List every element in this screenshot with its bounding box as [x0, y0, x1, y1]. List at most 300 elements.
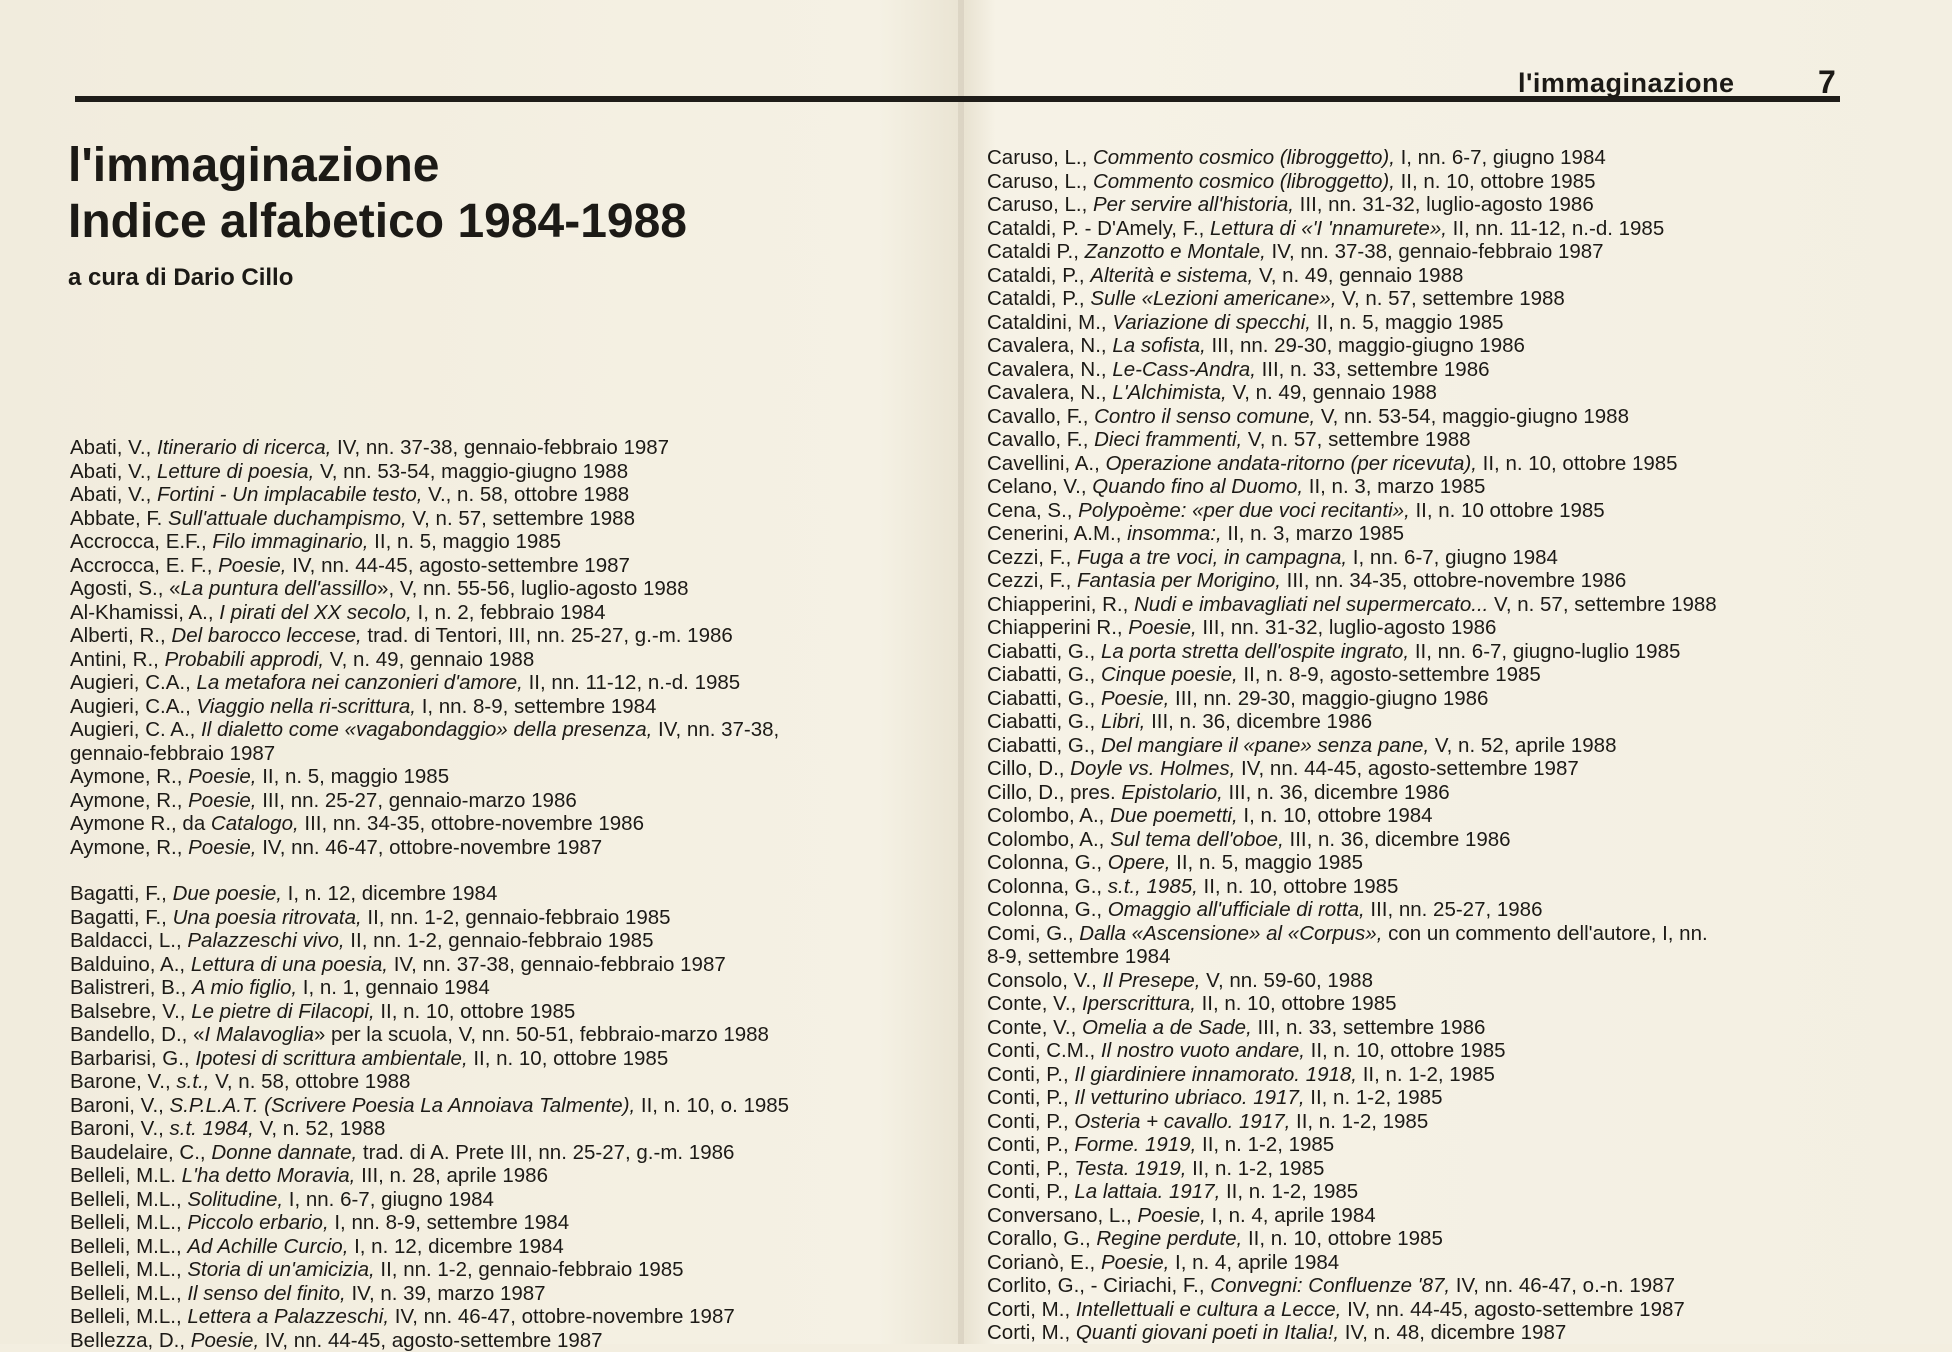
entry-title: S.P.L.A.T. (Scrivere Poesia La Annoiava Talmente),	[170, 1094, 636, 1117]
entry-title: Poesie,	[188, 765, 256, 788]
index-entry	[70, 789, 950, 813]
entry-title: Poesie,	[191, 1329, 259, 1352]
entry-reference: III, n. 28, aprile 1986	[355, 1164, 548, 1187]
index-column-left	[70, 436, 950, 1352]
entry-reference: II, n. 10, ottobre 1985	[1196, 992, 1397, 1015]
entry-author: Conti, P.,	[987, 1086, 1074, 1109]
entry-title: Lettera a Palazzeschi,	[187, 1305, 389, 1328]
entry-reference: IV, n. 39, marzo 1987	[346, 1282, 546, 1305]
entry-title: I Malavoglia	[204, 1023, 313, 1046]
index-entry	[70, 577, 950, 601]
entry-reference: V, nn. 53-54, maggio-giugno 1988	[1315, 405, 1629, 428]
index-entry	[987, 405, 1847, 429]
entry-author: Cillo, D., pres.	[987, 781, 1121, 804]
entry-reference: III, n. 36, dicembre 1986	[1145, 710, 1372, 733]
entry-title: Forme. 1919,	[1074, 1133, 1196, 1156]
entry-author: Bagatti, F.,	[70, 882, 173, 905]
index-entry	[987, 1086, 1847, 1110]
entry-reference: I, nn. 6-7, giugno 1984	[1347, 546, 1558, 569]
entry-author: Baroni, V.,	[70, 1117, 170, 1140]
entry-author: Ciabatti, G.,	[987, 663, 1101, 686]
entry-title: A mio figlio,	[192, 976, 297, 999]
entry-title: Poesie,	[1137, 1204, 1205, 1227]
entry-author: Chiapperini, R.,	[987, 593, 1134, 616]
entry-reference: V, n. 49, gennaio 1988	[324, 648, 534, 671]
index-entry	[987, 1157, 1847, 1181]
entry-reference: II, n. 5, maggio 1985	[1170, 851, 1363, 874]
entry-title: s.t. 1984,	[170, 1117, 254, 1140]
entry-author: Barbarisi, G.,	[70, 1047, 195, 1070]
index-entry	[70, 1023, 950, 1047]
index-entry	[987, 616, 1847, 640]
entry-author: Cavalera, N.,	[987, 334, 1112, 357]
entry-title: Fuga a tre voci, in campagna,	[1077, 546, 1347, 569]
entry-reference: II, nn. 1-2, gennaio-febbraio 1985	[375, 1258, 684, 1281]
index-entry	[987, 828, 1847, 852]
entry-author: Caruso, L.,	[987, 170, 1093, 193]
entry-title: Due poemetti,	[1110, 804, 1238, 827]
entry-reference: III, nn. 31-32, luglio-agosto 1986	[1294, 193, 1594, 216]
entry-reference: II, n. 10, ottobre 1985	[375, 1000, 576, 1023]
entry-author: Accrocca, E. F.,	[70, 554, 218, 577]
index-entry	[70, 1070, 950, 1094]
entry-author: Conte, V.,	[987, 992, 1082, 1015]
entry-title: Due poesie,	[173, 882, 282, 905]
index-entry	[987, 358, 1847, 382]
entry-author: Cavallo, F.,	[987, 428, 1094, 451]
entry-title: Una poesia ritrovata,	[173, 906, 362, 929]
index-entry	[987, 898, 1847, 922]
entry-title: Fantasia per Morigino,	[1077, 569, 1281, 592]
index-entry	[987, 757, 1847, 781]
entry-author: Colonna, G.,	[987, 898, 1108, 921]
entry-author: Colombo, A.,	[987, 828, 1110, 851]
entry-author: Cataldi P.,	[987, 240, 1085, 263]
entry-reference: III, nn. 34-35, ottobre-novembre 1986	[1281, 569, 1626, 592]
index-entry	[987, 1180, 1847, 1204]
entry-title: Commento cosmico (libroggetto),	[1093, 146, 1395, 169]
index-entry	[70, 695, 950, 719]
entry-reference: III, nn. 25-27, 1986	[1365, 898, 1543, 921]
editor-credit: a cura di Dario Cillo	[68, 264, 293, 292]
entry-title: I pirati del XX secolo,	[219, 601, 412, 624]
entry-reference: I, n. 10, ottobre 1984	[1238, 804, 1433, 827]
entry-author: Accrocca, E.F.,	[70, 530, 212, 553]
entry-title: Nudi e imbavagliati nel supermercato...	[1134, 593, 1488, 616]
entry-title: Catalogo,	[211, 812, 299, 835]
entry-author: Ciabatti, G.,	[987, 640, 1101, 663]
index-entry	[987, 1227, 1847, 1251]
entry-title: Lettura di una poesia,	[191, 953, 388, 976]
entry-author: Cena, S.,	[987, 499, 1078, 522]
entry-title: Testa. 1919,	[1074, 1157, 1186, 1180]
entry-author: Belleli, M.L.,	[70, 1282, 187, 1305]
entry-author: Colonna, G.,	[987, 875, 1108, 898]
entry-reference: con un commento dell'autore, I, nn.	[1382, 922, 1707, 945]
index-entry	[70, 1094, 950, 1118]
index-entry	[987, 663, 1847, 687]
index-entry	[987, 640, 1847, 664]
entry-title: L'ha detto Moravia,	[182, 1164, 356, 1187]
entry-reference: II, n. 5, maggio 1985	[257, 765, 450, 788]
entry-reference: I, n. 2, febbraio 1984	[412, 601, 606, 624]
entry-title: Polypoème: «per due voci recitanti»,	[1078, 499, 1410, 522]
entry-title: Il vetturino ubriaco. 1917,	[1074, 1086, 1304, 1109]
entry-author: Balduino, A.,	[70, 953, 191, 976]
index-entry	[70, 836, 950, 860]
entry-reference: IV, nn. 44-45, agosto-settembre 1987	[287, 554, 630, 577]
entry-reference: V, n. 58, ottobre 1988	[209, 1070, 410, 1093]
entry-reference: II, n. 5, maggio 1985	[368, 530, 561, 553]
index-entry	[70, 601, 950, 625]
index-entry	[987, 734, 1847, 758]
entry-reference: II, n. 1-2, 1985	[1220, 1180, 1358, 1203]
index-group-gap	[70, 859, 950, 882]
index-entry	[987, 851, 1847, 875]
entry-author: Corti, M.,	[987, 1321, 1076, 1344]
entry-author: 8-9, settembre 1984	[987, 945, 1170, 968]
entry-title: Libri,	[1101, 710, 1145, 733]
index-subtitle: Indice alfabetico 1984-1988	[68, 196, 687, 248]
entry-reference: I, n. 4, aprile 1984	[1206, 1204, 1376, 1227]
entry-author: Colombo, A.,	[987, 804, 1110, 827]
index-entry	[70, 624, 950, 648]
index-entry	[987, 1204, 1847, 1228]
entry-title: Omaggio all'ufficiale di rotta,	[1108, 898, 1365, 921]
entry-reference: III, n. 36, dicembre 1986	[1284, 828, 1511, 851]
entry-author: Caruso, L.,	[987, 146, 1093, 169]
entry-author: Cenerini, A.M.,	[987, 522, 1127, 545]
index-entry	[987, 992, 1847, 1016]
entry-author: Conti, P.,	[987, 1180, 1074, 1203]
index-entry	[70, 812, 950, 836]
entry-author: Ciabatti, G.,	[987, 687, 1101, 710]
entry-reference: I, n. 12, dicembre 1984	[282, 882, 497, 905]
entry-title: Il giardiniere innamorato. 1918,	[1074, 1063, 1357, 1086]
entry-title: Probabili approdi,	[165, 648, 325, 671]
entry-title: Del barocco leccese,	[171, 624, 361, 647]
entry-title: Solitudine,	[187, 1188, 283, 1211]
entry-reference: I, n. 12, dicembre 1984	[348, 1235, 563, 1258]
entry-title: Operazione andata-ritorno (per ricevuta),	[1106, 452, 1477, 475]
entry-reference: V, n. 49, gennaio 1988	[1253, 264, 1463, 287]
entry-reference: II, n. 10, ottobre 1985	[468, 1047, 669, 1070]
entry-author: Conti, C.M.,	[987, 1039, 1101, 1062]
index-entry	[70, 1047, 950, 1071]
index-entry	[70, 929, 950, 953]
entry-reference: trad. di A. Prete III, nn. 25-27, g.-m. 1986	[357, 1141, 734, 1164]
index-entry	[987, 287, 1847, 311]
entry-author: Agosti, S., «	[70, 577, 181, 600]
entry-title: Sulle «Lezioni americane»,	[1090, 287, 1336, 310]
entry-reference: III, n. 33, settembre 1986	[1256, 358, 1490, 381]
entry-reference: IV, nn. 37-38, gennaio-febbraio 1987	[388, 953, 726, 976]
index-entry	[987, 499, 1847, 523]
index-entry	[987, 969, 1847, 993]
entry-reference: V, n. 52, aprile 1988	[1429, 734, 1616, 757]
index-entry	[70, 1188, 950, 1212]
entry-author: Aymone, R.,	[70, 836, 188, 859]
entry-title: Alterità e sistema,	[1090, 264, 1253, 287]
index-entry	[987, 1251, 1847, 1275]
entry-title: Dalla «Ascensione» al «Corpus»,	[1079, 922, 1382, 945]
entry-reference: II, nn. 11-12, n.-d. 1985	[523, 671, 740, 694]
entry-reference: II, n. 1-2, 1985	[1186, 1157, 1324, 1180]
entry-title: Convegni: Confluenze '87,	[1210, 1274, 1450, 1297]
index-entry	[70, 507, 950, 531]
entry-author: Aymone R., da	[70, 812, 211, 835]
entry-reference: II, n. 10, ottobre 1985	[1395, 170, 1596, 193]
entry-author: Cataldi, P.,	[987, 264, 1090, 287]
entry-title: Contro il senso comune,	[1094, 405, 1315, 428]
entry-author: Baudelaire, C.,	[70, 1141, 211, 1164]
entry-author: Cezzi, F.,	[987, 569, 1077, 592]
entry-title: Letture di poesia,	[157, 460, 314, 483]
index-entry	[987, 1321, 1847, 1345]
index-entry	[70, 765, 950, 789]
index-entry	[987, 1133, 1847, 1157]
entry-reference: III, nn. 34-35, ottobre-novembre 1986	[299, 812, 644, 835]
entry-author: gennaio-febbraio 1987	[70, 742, 275, 765]
entry-reference: IV, nn. 37-38,	[652, 718, 779, 741]
entry-title: Il dialetto come «vagabondaggio» della presenza,	[201, 718, 652, 741]
entry-title: Osteria + cavallo. 1917,	[1074, 1110, 1290, 1133]
index-entry	[987, 710, 1847, 734]
entry-reference: IV, nn. 44-45, agosto-settembre 1987	[1341, 1298, 1684, 1321]
entry-author: Colonna, G.,	[987, 851, 1108, 874]
entry-reference: II, n. 10, ottobre 1985	[1305, 1039, 1506, 1062]
index-entry	[987, 945, 1847, 969]
entry-title: La puntura dell'assillo	[181, 577, 378, 600]
entry-author: Belleli, M.L.,	[70, 1188, 187, 1211]
entry-author: Baldacci, L.,	[70, 929, 187, 952]
entry-title: Sull'attuale duchampismo,	[168, 507, 407, 530]
entry-reference: II, n. 10, ottobre 1985	[1477, 452, 1678, 475]
entry-reference: V, n. 57, settembre 1988	[1488, 593, 1716, 616]
entry-reference: V, nn. 59-60, 1988	[1200, 969, 1373, 992]
entry-author: Baroni, V.,	[70, 1094, 170, 1117]
entry-reference: II, n. 10, ottobre 1985	[1242, 1227, 1443, 1250]
index-entry	[70, 1164, 950, 1188]
index-column-right	[987, 146, 1847, 1345]
entry-title: Regine perdute,	[1096, 1227, 1242, 1250]
entry-title: Quando fino al Duomo,	[1092, 475, 1303, 498]
index-entry	[987, 264, 1847, 288]
entry-reference: I, nn. 8-9, settembre 1984	[416, 695, 656, 718]
entry-title: Epistolario,	[1121, 781, 1222, 804]
entry-author: Belleli, M.L.	[70, 1164, 182, 1187]
index-entry	[987, 334, 1847, 358]
index-entry	[70, 976, 950, 1000]
entry-title: Il Presepe,	[1102, 969, 1200, 992]
entry-title: Le pietre di Filacopi,	[191, 1000, 374, 1023]
entry-title: Ad Achille Curcio,	[187, 1235, 348, 1258]
entry-title: Poesie,	[1101, 1251, 1169, 1274]
index-entry	[987, 240, 1847, 264]
entry-reference: trad. di Tentori, III, nn. 25-27, g.-m. 1986	[362, 624, 733, 647]
index-entry	[70, 1235, 950, 1259]
entry-author: Ciabatti, G.,	[987, 734, 1101, 757]
index-entry	[987, 922, 1847, 946]
entry-author: Bandello, D., «	[70, 1023, 204, 1046]
entry-author: Cezzi, F.,	[987, 546, 1077, 569]
entry-author: Aymone, R.,	[70, 765, 188, 788]
entry-reference: IV, nn. 46-47, ottobre-novembre 1987	[257, 836, 603, 859]
index-entry	[70, 1282, 950, 1306]
entry-title: Poesie,	[188, 836, 256, 859]
entry-reference: IV, nn. 46-47, ottobre-novembre 1987	[389, 1305, 735, 1328]
entry-title: Palazzeschi vivo,	[187, 929, 344, 952]
entry-title: Per servire all'historia,	[1093, 193, 1294, 216]
entry-reference: II, n. 10 ottobre 1985	[1410, 499, 1605, 522]
entry-author: Abati, V.,	[70, 460, 157, 483]
entry-reference: I, n. 1, gennaio 1984	[297, 976, 490, 999]
entry-author: Conti, P.,	[987, 1157, 1074, 1180]
entry-author: Belleli, M.L.,	[70, 1235, 187, 1258]
entry-title: La porta stretta dell'ospite ingrato,	[1101, 640, 1409, 663]
entry-title: Del mangiare il «pane» senza pane,	[1101, 734, 1429, 757]
entry-author: Abati, V.,	[70, 436, 157, 459]
index-entry	[70, 436, 950, 460]
entry-title: Viaggio nella ri-scrittura,	[196, 695, 416, 718]
entry-reference: II, nn. 1-2, gennaio-febbraio 1985	[362, 906, 671, 929]
index-entry	[987, 193, 1847, 217]
index-entry	[987, 452, 1847, 476]
entry-reference: V, n. 52, 1988	[254, 1117, 385, 1140]
entry-author: Augieri, C.A.,	[70, 671, 196, 694]
index-entry	[70, 1305, 950, 1329]
entry-title: La lattaia. 1917,	[1074, 1180, 1220, 1203]
entry-author: Cataldini, M.,	[987, 311, 1112, 334]
entry-title: Doyle vs. Holmes,	[1070, 757, 1235, 780]
entry-title: La sofista,	[1112, 334, 1205, 357]
index-entry	[70, 1211, 950, 1235]
entry-author: Consolo, V.,	[987, 969, 1102, 992]
entry-reference: II, nn. 1-2, gennaio-febbraio 1985	[345, 929, 654, 952]
index-entry	[987, 781, 1847, 805]
entry-reference: IV, n. 48, dicembre 1987	[1339, 1321, 1566, 1344]
entry-reference: II, n. 8-9, agosto-settembre 1985	[1238, 663, 1541, 686]
entry-reference: II, nn. 6-7, giugno-luglio 1985	[1409, 640, 1680, 663]
entry-title: Opere,	[1108, 851, 1171, 874]
index-entry	[70, 1329, 950, 1352]
entry-author: Alberti, R.,	[70, 624, 171, 647]
entry-title: Variazione di specchi,	[1112, 311, 1311, 334]
entry-reference: », V, nn. 55-56, luglio-agosto 1988	[377, 577, 689, 600]
entry-title: Cinque poesie,	[1101, 663, 1238, 686]
entry-reference: II, n. 10, ottobre 1985	[1198, 875, 1399, 898]
entry-title: Donne dannate,	[211, 1141, 357, 1164]
entry-author: Celano, V.,	[987, 475, 1092, 498]
index-entry	[70, 483, 950, 507]
index-entry	[987, 1110, 1847, 1134]
index-entry	[987, 1063, 1847, 1087]
entry-author: Abbate, F.	[70, 507, 168, 530]
index-entry	[70, 1117, 950, 1141]
page-fold	[958, 0, 964, 1344]
entry-reference: II, n. 3, marzo 1985	[1303, 475, 1485, 498]
entry-title: Fortini - Un implacabile testo,	[157, 483, 422, 506]
entry-author: Bellezza, D.,	[70, 1329, 191, 1352]
entry-title: Quanti giovani poeti in Italia!,	[1076, 1321, 1339, 1344]
index-entry	[987, 428, 1847, 452]
index-entry	[987, 687, 1847, 711]
entry-title: Sul tema dell'oboe,	[1110, 828, 1284, 851]
index-entry	[987, 593, 1847, 617]
entry-reference: III, n. 33, settembre 1986	[1252, 1016, 1486, 1039]
index-entry	[987, 217, 1847, 241]
entry-reference: II, n. 5, maggio 1985	[1311, 311, 1504, 334]
entry-reference: IV, nn. 37-38, gennaio-febbraio 1987	[1266, 240, 1604, 263]
entry-author: Caruso, L.,	[987, 193, 1093, 216]
entry-title: Piccolo erbario,	[187, 1211, 328, 1234]
entry-author: Conti, P.,	[987, 1063, 1074, 1086]
entry-title: Filo immaginario,	[212, 530, 368, 553]
index-entry	[70, 1258, 950, 1282]
entry-reference: I, nn. 6-7, giugno 1984	[283, 1188, 494, 1211]
entry-reference: III, n. 36, dicembre 1986	[1223, 781, 1450, 804]
entry-reference: I, nn. 6-7, giugno 1984	[1395, 146, 1606, 169]
entry-author: Al-Khamissi, A.,	[70, 601, 219, 624]
entry-title: Lettura di «'I 'nnamurete»,	[1210, 217, 1447, 240]
entry-title: Il nostro vuoto andare,	[1101, 1039, 1305, 1062]
entry-reference: IV, nn. 46-47, o.-n. 1987	[1450, 1274, 1675, 1297]
entry-title: Dieci frammenti,	[1094, 428, 1242, 451]
entry-author: Conti, P.,	[987, 1133, 1074, 1156]
index-entry	[70, 953, 950, 977]
entry-author: Belleli, M.L.,	[70, 1258, 187, 1281]
entry-reference: II, n. 1-2, 1985	[1196, 1133, 1334, 1156]
entry-author: Conversano, L.,	[987, 1204, 1137, 1227]
entry-author: Cavellini, A.,	[987, 452, 1106, 475]
entry-author: Cataldi, P.,	[987, 287, 1090, 310]
entry-reference: II, n. 1-2, 1985	[1305, 1086, 1443, 1109]
index-entry	[987, 569, 1847, 593]
entry-reference: IV, nn. 37-38, gennaio-febbraio 1987	[331, 436, 669, 459]
entry-reference: I, n. 4, aprile 1984	[1169, 1251, 1339, 1274]
entry-title: Intellettuali e cultura a Lecce,	[1076, 1298, 1342, 1321]
entry-reference: V, n. 57, settembre 1988	[407, 507, 635, 530]
entry-title: Ipotesi di scrittura ambientale,	[195, 1047, 467, 1070]
entry-title: s.t., 1985,	[1108, 875, 1198, 898]
running-header-title: l'immaginazione	[1518, 68, 1734, 99]
entry-title: La metafora nei canzonieri d'amore,	[196, 671, 522, 694]
entry-title: Itinerario di ricerca,	[157, 436, 331, 459]
index-entry	[987, 804, 1847, 828]
entry-reference: I, nn. 8-9, settembre 1984	[329, 1211, 569, 1234]
index-entry	[987, 546, 1847, 570]
entry-reference: V, n. 57, settembre 1988	[1336, 287, 1564, 310]
entry-reference: V, n. 49, gennaio 1988	[1227, 381, 1437, 404]
entry-author: Bagatti, F.,	[70, 906, 173, 929]
index-entry	[987, 1016, 1847, 1040]
entry-author: Cavalera, N.,	[987, 381, 1112, 404]
index-entry	[70, 648, 950, 672]
entry-title: Il senso del finito,	[187, 1282, 345, 1305]
entry-author: Aymone, R.,	[70, 789, 188, 812]
entry-author: Ciabatti, G.,	[987, 710, 1101, 733]
entry-title: Poesie,	[1128, 616, 1196, 639]
index-entry	[70, 1000, 950, 1024]
entry-title: Poesie,	[188, 789, 256, 812]
entry-author: Cavallo, F.,	[987, 405, 1094, 428]
entry-reference: V, n. 57, settembre 1988	[1242, 428, 1470, 451]
entry-title: Poesie,	[218, 554, 286, 577]
index-entry	[987, 1039, 1847, 1063]
entry-author: Belleli, M.L.,	[70, 1211, 187, 1234]
index-entry	[987, 170, 1847, 194]
entry-reference: III, nn. 25-27, gennaio-marzo 1986	[257, 789, 577, 812]
